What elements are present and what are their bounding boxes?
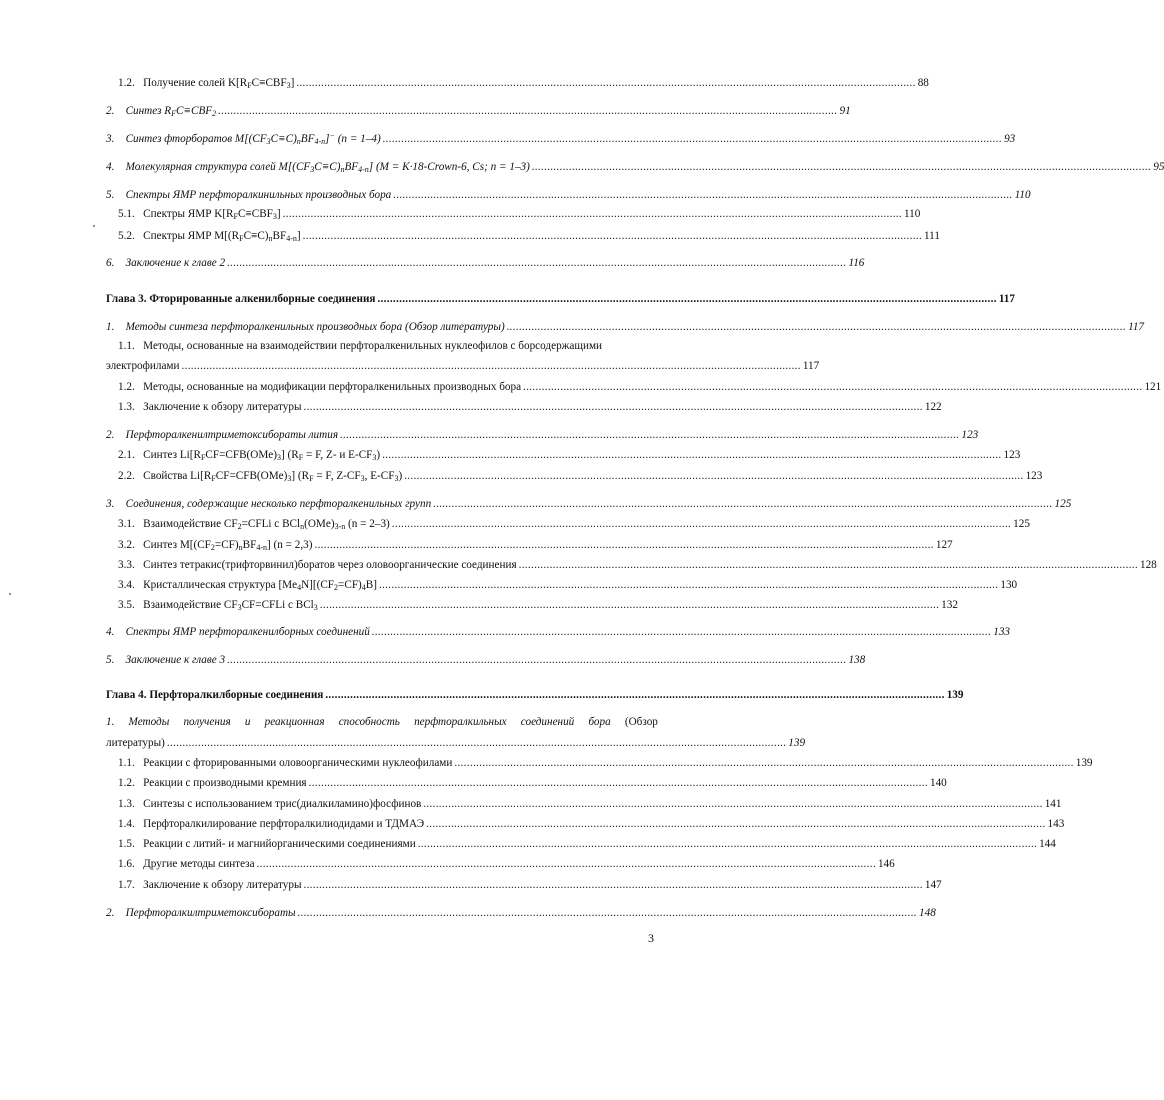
leader-dots: ........................................................................................................................................................................................................: [391, 518, 1012, 530]
leader-dots: ........................................................................................................................................................................................................: [518, 559, 1138, 571]
entry-subscript: n: [340, 165, 345, 174]
entry-number: 1.2.: [118, 777, 135, 789]
leader-dots: ........................................................................................................................................................................................................: [325, 689, 945, 701]
entry-subscript: F: [233, 212, 238, 221]
entry-number: 3.3.: [118, 559, 135, 571]
entry-title: N][(CF: [301, 579, 335, 591]
entry-title: Заключение к обзору литературы: [143, 879, 302, 891]
entry-title: Кристаллическая структура [Me: [143, 579, 298, 591]
entry-word: (Обзор: [624, 716, 658, 728]
leader-dots: ........................................................................................................................................................................................................: [393, 189, 1013, 201]
toc-entry[interactable]: [106, 188, 1031, 202]
entry-title: = F, Z- и E-CF: [303, 449, 373, 461]
entry-word: соединений: [520, 716, 575, 728]
entry-subscript: 2: [237, 522, 242, 531]
entry-number: 4.: [106, 626, 115, 638]
entry-number: 1.1.: [118, 757, 135, 769]
entry-subscript: 3: [394, 474, 399, 483]
entry-title: Синтез тетракис(трифторвинил)боратов через оловоорганические соединения: [143, 559, 517, 571]
leader-dots: ........................................................................................................................................................................................................: [297, 907, 918, 919]
entry-title: Взаимодействие CF: [143, 599, 238, 611]
leader-dots: ........................................................................................................................................................................................................: [378, 579, 999, 591]
entry-page-number: 138: [848, 654, 866, 666]
entry-title: Спектры ЯМР перфторалкенилборных соединений: [125, 626, 370, 638]
entry-title: литературы): [106, 737, 165, 749]
entry-page-number: 117: [802, 360, 820, 372]
toc-entry[interactable]: [118, 538, 953, 552]
entry-number: 2.: [106, 105, 115, 117]
toc-entry-line1[interactable]: [106, 715, 658, 729]
leader-dots: ........................................................................................................................................................................................................: [256, 858, 876, 870]
toc-entry[interactable]: [118, 598, 958, 612]
entry-title: Заключение к главе 2: [125, 257, 226, 269]
entry-title: BF: [300, 133, 315, 145]
entry-number: 1.: [106, 716, 115, 728]
entry-number: 3.4.: [118, 579, 135, 591]
leader-dots: ........................................................................................................................................................................................................: [227, 257, 847, 269]
entry-title: ] (M = K·18-Crown-6, Cs; n = 1–3): [368, 161, 530, 173]
entry-word: способность: [338, 716, 400, 728]
toc-entry[interactable]: [118, 578, 1018, 592]
leader-dots: ........................................................................................................................................................................................................: [218, 105, 838, 117]
leader-dots: ........................................................................................................................................................................................................: [303, 401, 923, 413]
entry-subscript: 3: [277, 453, 281, 462]
entry-subscript: F: [200, 453, 206, 462]
entry-page-number: 133: [993, 626, 1010, 638]
entry-number: 3.: [106, 498, 115, 510]
leader-dots: ........................................................................................................................................................................................................: [319, 599, 940, 611]
entry-page-number: 123: [1003, 449, 1021, 461]
entry-title: CF=CFLi с BCl: [241, 599, 314, 611]
entry-number: 5.1.: [118, 208, 135, 220]
entry-page-number: 116: [848, 257, 865, 269]
toc-entry[interactable]: [106, 625, 1010, 639]
entry-page-number: 93: [1004, 133, 1016, 145]
toc-entry[interactable]: [118, 817, 1065, 831]
entry-subscript: F: [211, 474, 216, 483]
entry-title: Перфторалкилтриметоксибораты: [125, 907, 296, 919]
entry-title: (OMe): [304, 518, 335, 530]
entry-title: =CF): [214, 539, 239, 551]
entry-subscript: F: [171, 109, 176, 118]
toc-entry[interactable]: [118, 878, 942, 892]
toc-entry-line1[interactable]: [118, 339, 658, 353]
leader-dots: ........................................................................................................................................................................................................: [371, 626, 992, 638]
entry-page-number: 143: [1047, 818, 1065, 830]
entry-title: ]: [276, 208, 281, 220]
entry-subscript: 2: [212, 109, 217, 118]
leader-dots: ........................................................................................................................................................................................................: [417, 838, 1038, 850]
toc-entry[interactable]: [118, 469, 1043, 483]
entry-page-number: 95: [1153, 161, 1164, 173]
entry-subscript: 3: [266, 137, 271, 146]
entry-number: 5.2.: [118, 230, 135, 242]
entry-page-number: 148: [919, 907, 936, 919]
entry-title: Заключение к главе 3: [125, 654, 226, 666]
entry-word: Методы: [128, 716, 170, 728]
entry-title: ): [398, 470, 403, 482]
entry-page-number: 125: [1054, 498, 1072, 510]
toc-entry[interactable]: [106, 104, 851, 118]
entry-superscript: −: [329, 131, 335, 140]
entry-title: C≡CBF: [237, 208, 273, 220]
entry-title: Синтез R: [125, 105, 172, 117]
entry-title: B]: [365, 579, 377, 591]
entry-page-number: 125: [1013, 518, 1030, 530]
entry-title: Перфторалкенилтриметоксибораты лития: [125, 429, 339, 441]
entry-title: =CFLi с BCl: [241, 518, 301, 530]
leader-dots: ........................................................................................................................................................................................................: [181, 360, 801, 372]
entry-title: Спектры ЯМР M[(R: [143, 230, 240, 242]
toc-entry[interactable]: [118, 756, 1093, 770]
leader-dots: ........................................................................................................................................................................................................: [382, 449, 1002, 461]
leader-dots: ........................................................................................................................................................................................................: [340, 429, 960, 441]
entry-subscript: F: [298, 453, 304, 462]
entry-number: 3.2.: [118, 539, 135, 551]
entry-title: Реакции с производными кремния: [143, 777, 307, 789]
entry-subscript: n: [300, 522, 305, 531]
entry-number: 2.: [106, 907, 115, 919]
entry-subscript: 3: [286, 81, 291, 90]
entry-title: ]: [296, 230, 301, 242]
entry-subscript: 3: [272, 212, 277, 221]
entry-page-number: 123: [1025, 470, 1043, 482]
entry-subscript: 2: [334, 583, 339, 592]
entry-number: 1.4.: [118, 818, 135, 830]
entry-word: получения: [183, 716, 231, 728]
entry-title: C≡CBF: [175, 105, 213, 117]
leader-dots: ........................................................................................................................................................................................................: [404, 470, 1024, 482]
entry-title: Спектры ЯМР K[R: [143, 208, 234, 220]
entry-title: C≡C): [314, 161, 341, 173]
entry-number: 2.1.: [118, 449, 135, 461]
toc-entry[interactable]: [118, 558, 1157, 572]
entry-title: BF: [344, 161, 359, 173]
entry-number: 5.: [106, 654, 115, 666]
entry-number: 1.2.: [118, 77, 135, 89]
entry-page-number: 111: [924, 230, 940, 242]
entry-number: 3.5.: [118, 599, 135, 611]
entry-number: 1.5.: [118, 838, 135, 850]
entry-title: Синтез фторборатов M[(CF: [125, 133, 267, 145]
entry-title: Реакции с литий- и магнийорганическими соединениями: [143, 838, 416, 850]
entry-number: 1.3.: [118, 798, 135, 810]
leader-dots: ........................................................................................................................................................................................................: [382, 133, 1003, 145]
entry-title: Другие методы синтеза: [143, 858, 255, 870]
entry-title: Заключение к обзору литературы: [143, 401, 302, 413]
leader-dots: ........................................................................................................................................................................................................: [433, 498, 1053, 510]
entry-title: , E-CF: [364, 470, 395, 482]
entry-title: CF=CFB(OMe): [205, 449, 277, 461]
toc-entry[interactable]: [118, 837, 1056, 851]
entry-subscript: 3: [287, 474, 292, 483]
entry-page-number: 139: [1075, 757, 1093, 769]
toc-entry[interactable]: [106, 320, 1145, 334]
entry-title: Синтез Li[R: [143, 449, 201, 461]
entry-title: ]: [290, 77, 295, 89]
entry-page-number: 139: [946, 689, 964, 701]
toc-entry-line2[interactable]: [106, 359, 820, 373]
entry-subscript: F: [239, 234, 244, 243]
entry-number: 2.2.: [118, 470, 135, 482]
entry-page-number: 144: [1039, 838, 1056, 850]
entry-title: Реакции с фторированными оловоорганическими нуклеофилами: [143, 757, 453, 769]
entry-title: Синтез M[(CF: [143, 539, 211, 551]
entry-subscript: 3: [372, 453, 377, 462]
entry-page-number: 123: [961, 429, 979, 441]
toc-entry[interactable]: [106, 906, 936, 920]
toc-entry[interactable]: [118, 857, 895, 871]
leader-dots: ........................................................................................................................................................................................................: [454, 757, 1074, 769]
toc-entry[interactable]: [118, 517, 1030, 531]
toc-entry[interactable]: [118, 400, 942, 414]
entry-title: = F, Z-CF: [313, 470, 361, 482]
entry-number: 1.: [106, 321, 115, 333]
entry-page-number: 127: [935, 539, 953, 551]
entry-page-number: 117: [998, 293, 1015, 305]
scan-speck: [93, 225, 95, 227]
entry-title: Методы, основанные на взаимодействии перфторалкенильных нуклеофилов с борсодержащими: [143, 340, 603, 352]
entry-title: электрофилами: [106, 360, 180, 372]
entry-number: 2.: [106, 429, 115, 441]
entry-title: Спектры ЯМР перфторалкинильных производных бора: [125, 189, 392, 201]
entry-number: 1.7.: [118, 879, 135, 891]
entry-title: Методы, основанные на модификации перфторалкенильных производных бора: [143, 381, 522, 393]
leader-dots: ........................................................................................................................................................................................................: [531, 161, 1152, 173]
toc-entry-line2[interactable]: [106, 736, 806, 750]
entry-word: перфторалкильных: [414, 716, 507, 728]
entry-title: ): [376, 449, 381, 461]
entry-number: 1.3.: [118, 401, 135, 413]
toc-entry[interactable]: [118, 797, 1062, 811]
entry-subscript: 3: [360, 474, 365, 483]
entry-title: C≡CBF: [251, 77, 287, 89]
entry-page-number: 130: [1000, 579, 1018, 591]
entry-subscript: 4: [297, 583, 302, 592]
entry-word: реакционная: [264, 716, 325, 728]
entry-title: BF: [272, 230, 287, 242]
entry-subscript: 4-n: [286, 234, 297, 243]
entry-subscript: 3: [237, 603, 242, 612]
leader-dots: ........................................................................................................................................................................................................: [426, 818, 1046, 830]
entry-title: C≡C): [243, 230, 269, 242]
entry-subscript: 4-n: [358, 165, 369, 174]
entry-number: 4.: [106, 161, 115, 173]
leader-dots: ........................................................................................................................................................................................................: [308, 777, 928, 789]
leader-dots: ........................................................................................................................................................................................................: [227, 654, 847, 666]
entry-title: Молекулярная структура солей M[(CF: [125, 161, 311, 173]
toc-entry[interactable]: [118, 207, 921, 221]
entry-page-number: 141: [1044, 798, 1062, 810]
toc-entry[interactable]: [106, 160, 1164, 174]
entry-title: BF: [242, 539, 257, 551]
toc-entry[interactable]: [118, 380, 1162, 394]
leader-dots: ........................................................................................................................................................................................................: [523, 381, 1143, 393]
entry-number: 1.2.: [118, 381, 135, 393]
entry-subscript: 4-n: [314, 137, 326, 146]
entry-title: Соединения, содержащие несколько перфторалкенильных групп: [125, 498, 432, 510]
toc-entry[interactable]: [118, 76, 929, 90]
toc-entry[interactable]: [106, 256, 865, 270]
entry-page-number: 88: [917, 77, 929, 89]
entry-page-number: 140: [929, 777, 947, 789]
entry-subscript: 3-n: [334, 522, 346, 531]
entry-number: 1.6.: [118, 858, 135, 870]
entry-subscript: F: [309, 474, 314, 483]
entry-page-number: 139: [788, 737, 806, 749]
entry-page-number: 91: [839, 105, 851, 117]
entry-subscript: n: [296, 137, 301, 146]
toc-chapter-heading[interactable]: [106, 688, 964, 702]
toc-entry[interactable]: [118, 776, 947, 790]
entry-subscript: F: [247, 81, 252, 90]
entry-page-number: 121: [1144, 381, 1162, 393]
leader-dots: ........................................................................................................................................................................................................: [282, 208, 902, 220]
entry-title: ] (n = 2,3): [267, 539, 313, 551]
leader-dots: ........................................................................................................................................................................................................: [302, 230, 922, 242]
page-number: 3: [648, 931, 654, 945]
entry-word: бора: [588, 716, 611, 728]
entry-page-number: 132: [941, 599, 958, 611]
entry-subscript: n: [238, 543, 243, 552]
chapter-title: Глава 4. Перфторалкилборные соединения: [106, 689, 324, 701]
entry-page-number: 110: [1014, 189, 1031, 201]
entry-title: ] (R: [291, 470, 310, 482]
leader-dots: ........................................................................................................................................................................................................: [423, 798, 1043, 810]
toc-entry[interactable]: [118, 229, 940, 243]
entry-number: 6.: [106, 257, 115, 269]
entry-subscript: n: [268, 234, 273, 243]
toc-entry[interactable]: [106, 131, 1016, 146]
leader-dots: ........................................................................................................................................................................................................: [377, 293, 997, 305]
entry-title: (n = 2–3): [345, 518, 390, 530]
toc-entry[interactable]: [106, 428, 979, 442]
entry-page-number: 128: [1139, 559, 1157, 571]
entry-title: ] (R: [281, 449, 299, 461]
entry-title: Методы синтеза перфторалкенильных производных бора (Обзор литературы): [125, 321, 505, 333]
entry-page-number: 146: [877, 858, 895, 870]
toc-entry[interactable]: [106, 653, 866, 667]
entry-number: 3.: [106, 133, 115, 145]
entry-word: и: [244, 716, 251, 728]
entry-page-number: 110: [904, 208, 921, 220]
entry-number: 5.: [106, 189, 115, 201]
leader-dots: ........................................................................................................................................................................................................: [303, 879, 923, 891]
chapter-title: Глава 3. Фторированные алкенилборные соединения: [106, 293, 376, 305]
entry-title: =CF): [338, 579, 362, 591]
leader-dots: ........................................................................................................................................................................................................: [314, 539, 934, 551]
entry-page-number: 122: [924, 401, 942, 413]
entry-title: (n = 1–4): [334, 133, 381, 145]
entry-number: 3.1.: [118, 518, 135, 530]
entry-subscript: 4-n: [256, 543, 267, 552]
leader-dots: ........................................................................................................................................................................................................: [506, 321, 1127, 333]
entry-title: Получение солей K[R: [143, 77, 248, 89]
leader-dots: ........................................................................................................................................................................................................: [296, 77, 916, 89]
entry-number: 1.1.: [118, 340, 135, 352]
entry-title: ]: [325, 133, 330, 145]
entry-subscript: 3: [310, 165, 315, 174]
entry-title: Взаимодействие CF: [143, 518, 238, 530]
entry-title: C≡C): [270, 133, 297, 145]
entry-subscript: 4: [361, 583, 366, 592]
scan-speck: [9, 593, 11, 595]
entry-title: Перфторалкилирование перфторалкилиодидами и ТДМАЭ: [143, 818, 425, 830]
entry-page-number: 147: [924, 879, 942, 891]
entry-subscript: 3: [313, 603, 318, 612]
entry-title: Синтезы с использованием трис(диалкиламино)фосфинов: [143, 798, 422, 810]
toc-entry[interactable]: [106, 497, 1072, 511]
entry-title: Свойства Li[R: [143, 470, 212, 482]
entry-page-number: 117: [1128, 321, 1145, 333]
entry-subscript: 2: [210, 543, 215, 552]
leader-dots: ........................................................................................................................................................................................................: [166, 737, 787, 749]
toc-chapter-heading[interactable]: [106, 292, 1015, 306]
entry-title: CF=CFB(OMe): [215, 470, 288, 482]
toc-entry[interactable]: [118, 448, 1021, 462]
